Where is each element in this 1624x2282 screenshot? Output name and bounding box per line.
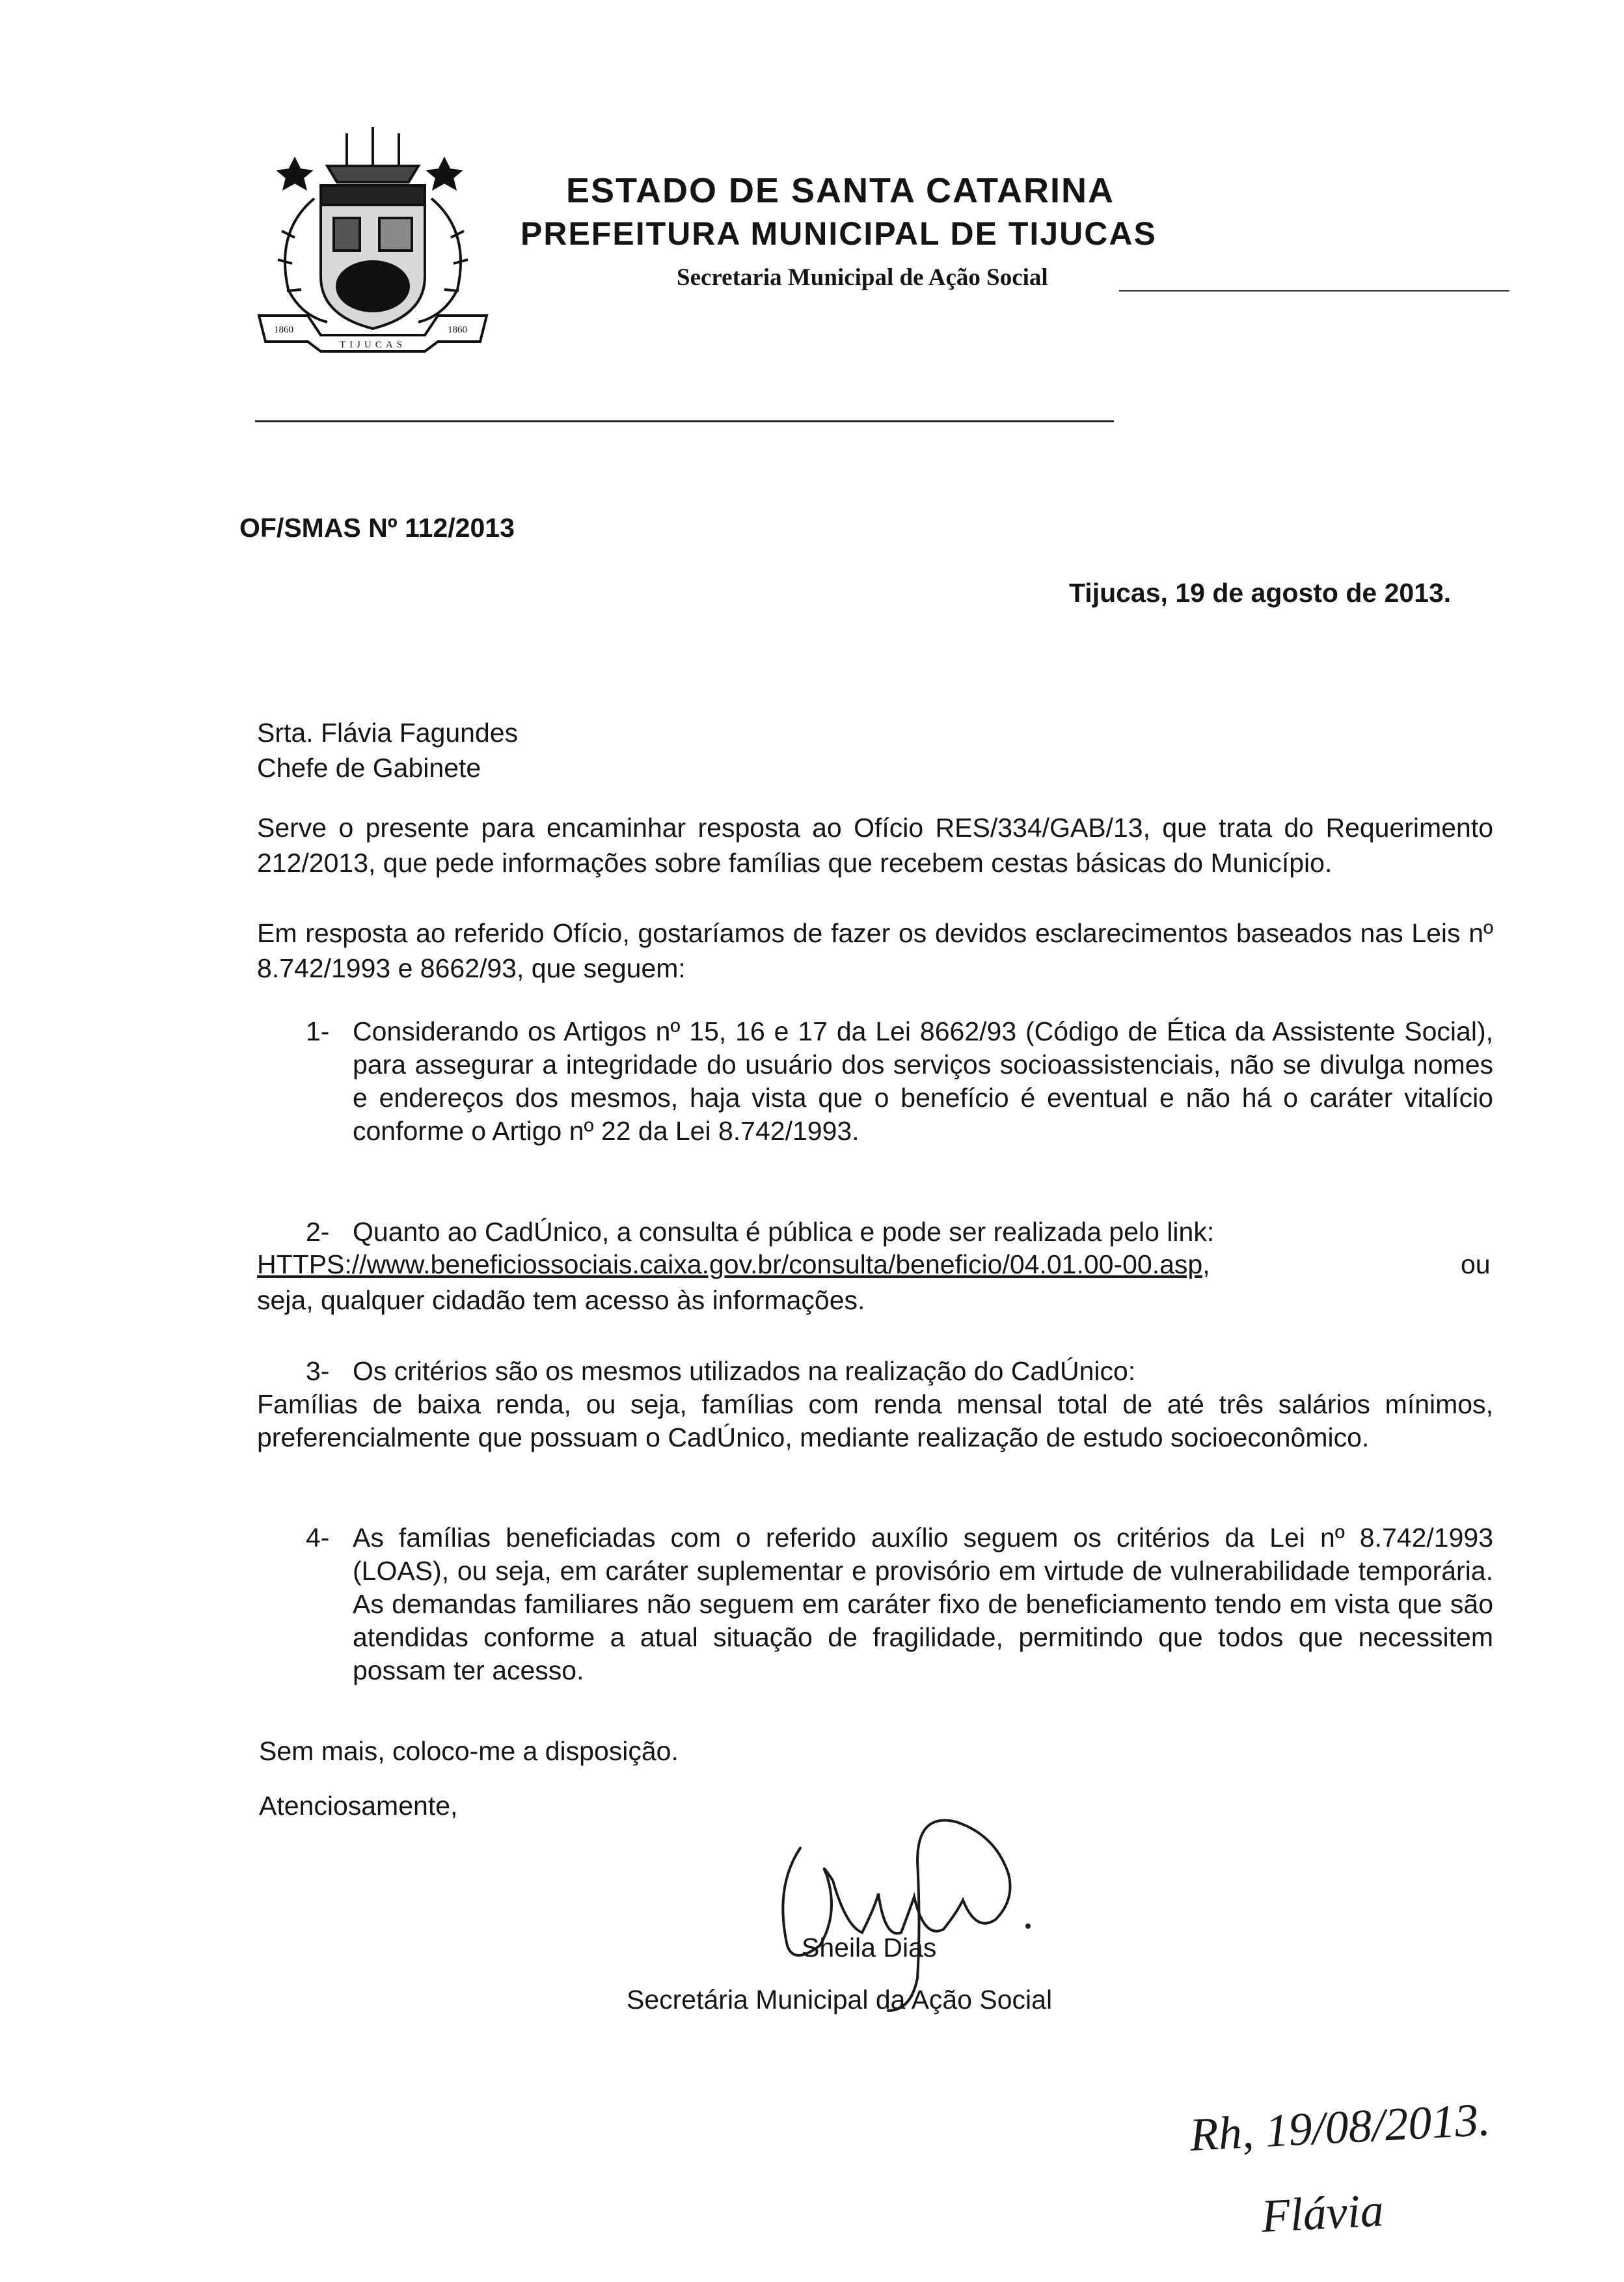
salutation: Atenciosamente, bbox=[259, 1791, 458, 1821]
document-reference: OF/SMAS Nº 112/2013 bbox=[239, 513, 515, 543]
list-item-number: 1- bbox=[306, 1016, 330, 1046]
divider-line bbox=[255, 420, 1114, 422]
receipt-note-line-1: Rh, 19/08/2013. bbox=[1188, 2093, 1492, 2161]
letterhead-municipality: PREFEITURA MUNICIPAL DE TIJUCAS bbox=[521, 215, 1157, 252]
list-item-2-continuation: seja, qualquer cidadão tem acesso às informações. bbox=[257, 1285, 865, 1315]
handwritten-receipt-note bbox=[1184, 2085, 1549, 2255]
list-item-number: 4- bbox=[306, 1523, 330, 1553]
intro-paragraph: Serve o presente para encaminhar resposta ao Ofício RES/334/GAB/13, que trata do Requerimento 212/2013, que pede informações sobre famílias que recebem cestas básicas do Município. bbox=[257, 813, 1493, 878]
list-item-number: 3- bbox=[306, 1356, 330, 1386]
list-item-text: Considerando os Artigos nº 15, 16 e 17 da Lei 8662/93 (Código de Ética da Assistente Social), para assegurar a integridade do usuário dos serviços socioassistenciais, não se divulga nomes e endereços dos mesmos, haja vista que o benefício é eventual e não há o caráter vitalício conforme o Artigo nº 22 da Lei 8.742/1993. bbox=[353, 1016, 1493, 1146]
list-item-text: Os critérios são os mesmos utilizados na realização do CadÚnico: bbox=[353, 1356, 1136, 1386]
signatory-name: Sheila Dias bbox=[802, 1933, 937, 1963]
receipt-note-line-2: Flávia bbox=[1260, 2184, 1385, 2242]
list-item-text: As famílias beneficiadas com o referido auxílio seguem os critérios da Lei nº 8.742/1993 (LOAS), ou seja, em caráter suplementar e provisório em virtude de vulnerabilidade temporária. As demandas familiares não seguem em caráter fixo de beneficiamento tendo em vista que são atendidas conforme a atual situação de fragilidade, permitindo que todos que necessitem possam ter acesso. bbox=[353, 1523, 1493, 1685]
place-date: Tijucas, 19 de agosto de 2013. bbox=[1069, 578, 1452, 608]
signatory-title: Secretária Municipal da Ação Social bbox=[627, 1985, 1053, 2015]
list-item-3 bbox=[306, 1355, 1493, 1388]
list-item-number: 2- bbox=[306, 1217, 330, 1247]
letterhead-state: ESTADO DE SANTA CATARINA bbox=[566, 171, 1115, 210]
list-item-2 bbox=[306, 1216, 1493, 1249]
list-item-4 bbox=[306, 1521, 1493, 1687]
cadunico-link[interactable]: HTTPS://www.beneficiossociais.caixa.gov.br/consulta/beneficio/04.01.00-00.asp, bbox=[257, 1249, 1210, 1279]
crest-ribbon-text: TIJUCAS bbox=[339, 340, 407, 350]
list-item-1 bbox=[306, 1015, 1493, 1148]
municipal-crest-logo bbox=[249, 120, 496, 355]
recipient-name: Srta. Flávia Fagundes bbox=[257, 718, 519, 748]
crest-left-year: 1860 bbox=[274, 325, 293, 335]
recipient-title: Chefe de Gabinete bbox=[257, 753, 481, 783]
closing-line: Sem mais, coloco-me a disposição. bbox=[259, 1736, 679, 1766]
letterhead-department: Secretaria Municipal de Ação Social bbox=[677, 264, 1048, 291]
crest-right-year: 1860 bbox=[448, 325, 467, 335]
list-item-text: Quanto ao CadÚnico, a consulta é pública e pode ser realizada pelo link: bbox=[353, 1217, 1215, 1247]
intro-paragraph-2: Em resposta ao referido Ofício, gostaríamos de fazer os devidos esclarecimentos baseados nas Leis nº 8.742/1993 e 8662/93, que seguem: bbox=[257, 918, 1493, 983]
link-continuation: ou bbox=[1461, 1249, 1491, 1279]
header-rule bbox=[1119, 290, 1509, 292]
list-item-3-continuation: Famílias de baixa renda, ou seja, famílias com renda mensal total de até três salários mínimos, preferencialmente que possuam o CadÚnico, mediante realização de estudo socioeconômico. bbox=[257, 1389, 1493, 1452]
